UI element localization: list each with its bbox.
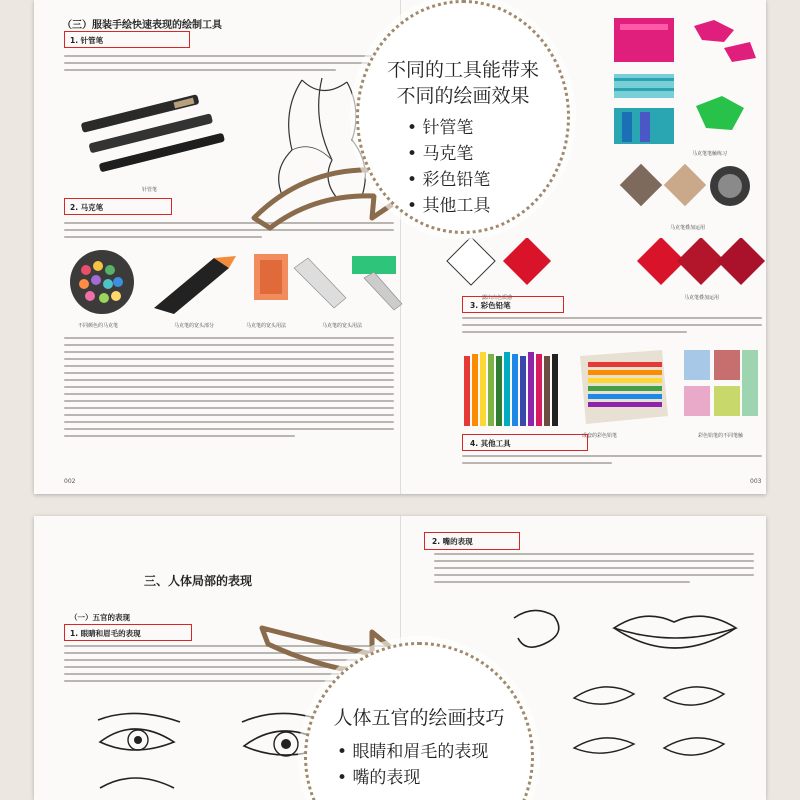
- caption-marker-practice: 马克笔笔触练习: [692, 151, 728, 157]
- caption-marker-use-1: 马克笔的宽头用法: [246, 323, 287, 329]
- tool-label-marker: 2. 马克笔: [70, 203, 104, 212]
- body-text: [434, 548, 754, 588]
- caption-marker-set: 不同颜色的马克笔: [78, 323, 119, 329]
- caption-marker-use-2: 马克笔的宽头用法: [322, 323, 363, 329]
- caption-marker-overlay-2: 马克笔叠加运用: [684, 295, 720, 301]
- body-text: [462, 312, 762, 338]
- caption-pencil-strokes: 彩色铅笔的不同笔触: [698, 433, 744, 439]
- sub-heading: （一）五官的表现: [70, 613, 130, 622]
- eye-sketches: [94, 702, 334, 800]
- callout-item: • 其他工具: [407, 193, 567, 219]
- callout-item: • 彩色铅笔: [407, 167, 567, 193]
- callout-item: • 马克笔: [407, 141, 567, 167]
- callout-item: • 嘴的表现: [337, 765, 531, 791]
- tool-label-other: 4. 其他工具: [470, 439, 511, 448]
- section-heading: （三）服装手绘快速表现的绘制工具: [62, 20, 222, 31]
- marker-stroke-swatches: [614, 12, 764, 152]
- caption-marker-tip: 马克笔的宽头部分: [174, 323, 215, 329]
- item-mouth-label: 2. 嘴的表现: [432, 537, 473, 546]
- lips-sketches: [504, 598, 764, 798]
- tool-label-colored-pencil: 3. 彩色铅笔: [470, 301, 511, 310]
- colored-pencils-photos: [462, 346, 762, 430]
- callout-tools: [356, 0, 570, 234]
- tool-label-needle-pen: 1. 针管笔: [70, 36, 104, 45]
- marker-overlay-swatches: [618, 160, 758, 220]
- callout-title-line-1: 不同的工具能带来: [386, 59, 539, 81]
- item-eyes-label: 1. 眼睛和眉毛的表现: [70, 629, 141, 638]
- red-pattern-swatches: [446, 238, 766, 294]
- body-text: [462, 450, 762, 469]
- callout-title: 人体五官的绘画技巧: [333, 707, 505, 729]
- caption-pencil-set: 成套的彩色铅笔: [582, 433, 618, 439]
- section-heading: 三、人体局部的表现: [144, 574, 253, 588]
- caption-needle-pen: 针管笔: [142, 187, 158, 193]
- page-number-left: 002: [64, 478, 76, 485]
- body-text: [64, 332, 394, 442]
- callout-item: • 针管笔: [407, 115, 567, 141]
- callout-list: [337, 739, 531, 791]
- caption-white-texture: 露出白色质感: [482, 295, 513, 301]
- caption-marker-overlay: 马克笔叠加运用: [670, 225, 706, 231]
- callout-title-line-2: 不同的绘画效果: [396, 85, 530, 107]
- callout-list: [407, 115, 567, 219]
- callout-item: • 眼睛和眉毛的表现: [337, 739, 531, 765]
- needle-pens-image: [74, 92, 234, 184]
- page-number-right: 003: [750, 478, 762, 485]
- marker-photos: [64, 248, 404, 318]
